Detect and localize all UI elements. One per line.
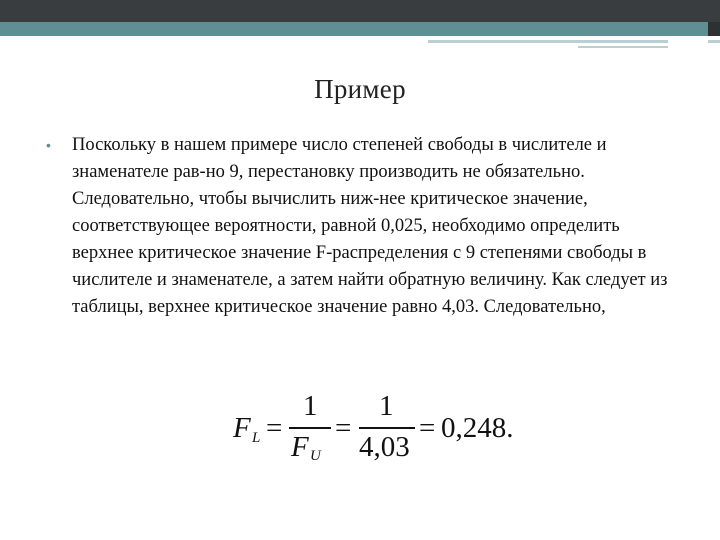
top-decor-band [0, 0, 720, 22]
formula-frac2-line [359, 427, 415, 429]
accent-decor-line [428, 40, 668, 43]
corner-decor [708, 22, 720, 36]
formula-frac2-numerator: 1 [379, 390, 394, 422]
formula-equals-2: = [335, 412, 352, 444]
formula-frac1-denominator-subscript: U [310, 448, 321, 464]
bullet-icon: • [46, 137, 51, 153]
formula-frac1-line [289, 427, 331, 429]
formula [233, 392, 533, 472]
formula-frac2-denominator: 4,03 [359, 431, 410, 463]
formula-frac1-denominator: F [291, 431, 309, 463]
formula-equals-3: = [419, 412, 436, 444]
formula-equals-1: = [266, 412, 283, 444]
formula-result: 0,248. [441, 412, 514, 444]
teal-decor-stripe [0, 22, 720, 36]
body-paragraph: Поскольку в нашем примере число степеней свободы в числителе и знаменателе рав-но 9, перестановку производить не обязательно. Следовательно, чтобы вычислить ниж-нее критическое значение, соответствующее вероятности, равной 0,025, необходимо определить верхнее критическое значение F-распределения с 9 степенями свободы в числителе и знаменателе, а затем найти обратную величину. Как следует из таблицы, верхнее критическое значение равно 4,03. Следовательно, [72, 135, 668, 317]
accent-decor-line-short [578, 46, 668, 48]
accent-decor-line-edge [708, 40, 720, 43]
formula-frac1-numerator: 1 [303, 390, 318, 422]
slide-title: Пример [314, 74, 406, 104]
formula-lhs-subscript: L [252, 430, 261, 446]
formula-lhs: F [233, 412, 251, 444]
